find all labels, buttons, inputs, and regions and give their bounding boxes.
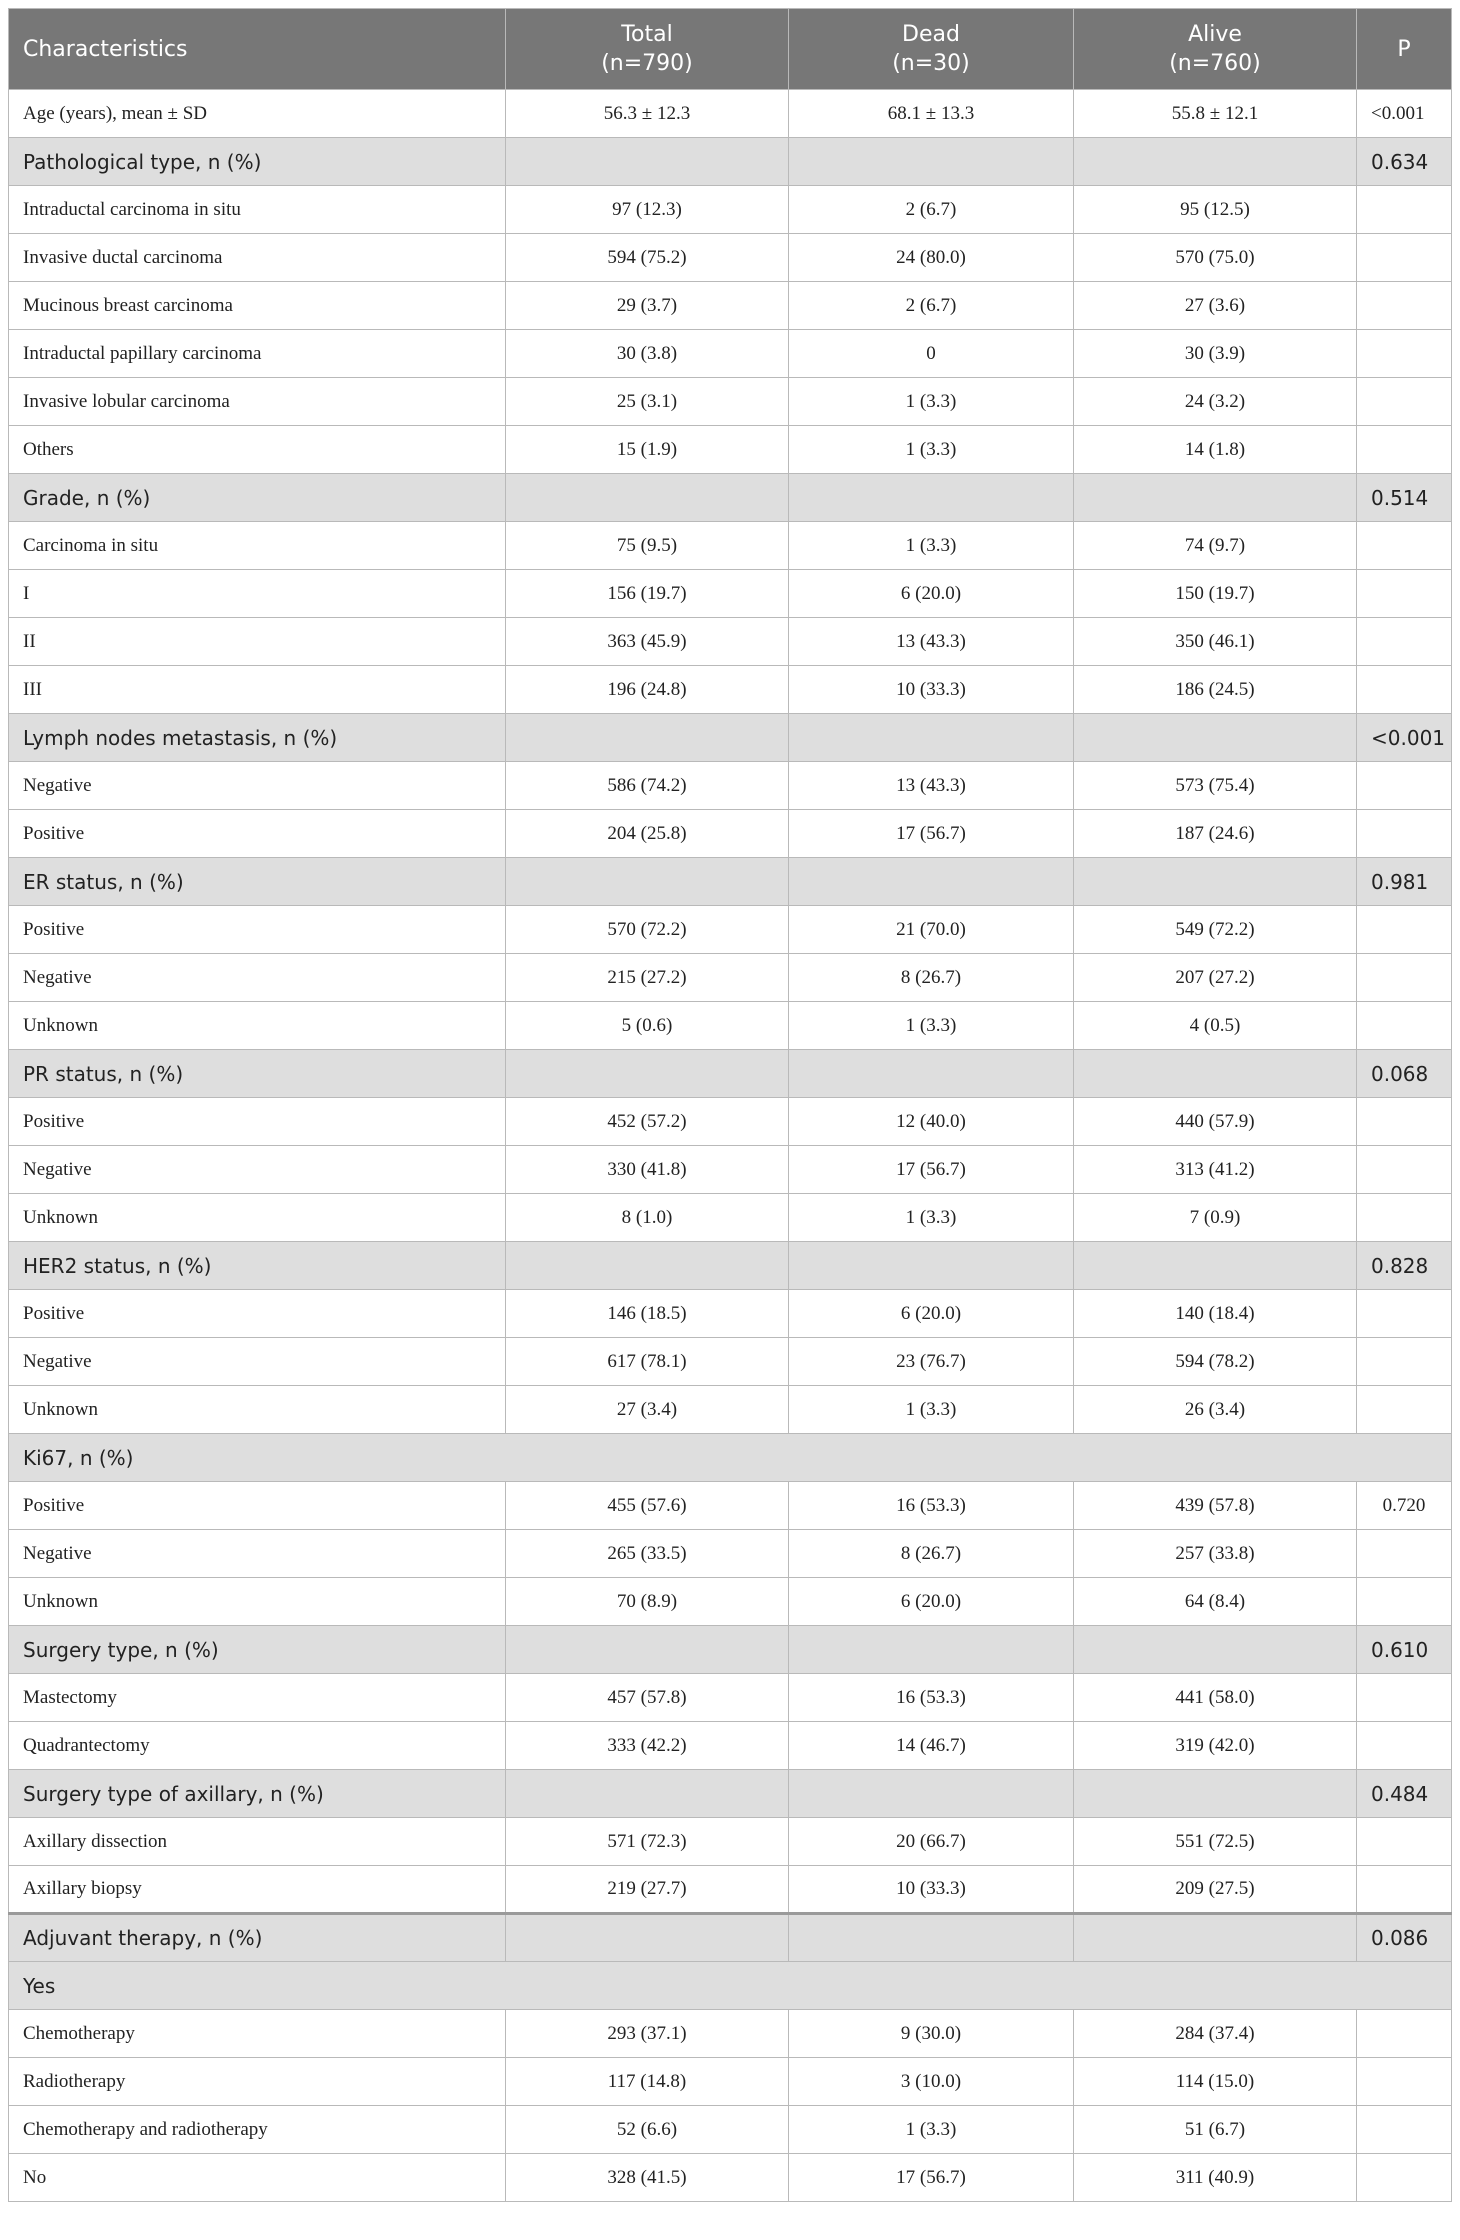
row-dead: 1 (3.3) [789, 378, 1074, 426]
table-row [9, 1338, 1452, 1386]
table-row [9, 186, 1452, 234]
row-label: Negative [9, 1338, 506, 1386]
table-row [9, 954, 1452, 1002]
row-dead: 21 (70.0) [789, 906, 1074, 954]
row-alive: 150 (19.7) [1074, 570, 1357, 618]
er-header-row [9, 858, 1452, 906]
row-label: II [9, 618, 506, 666]
table-row [9, 618, 1452, 666]
row-total: 75 (9.5) [506, 522, 789, 570]
row-total: 30 (3.8) [506, 330, 789, 378]
row-label: Radiotherapy [9, 2058, 506, 2106]
axillary-p: 0.484 [1357, 1770, 1452, 1818]
table-row [9, 666, 1452, 714]
row-dead: 3 (10.0) [789, 2058, 1074, 2106]
row-dead: 13 (43.3) [789, 618, 1074, 666]
row-alive: 24 (3.2) [1074, 378, 1357, 426]
row-alive: 207 (27.2) [1074, 954, 1357, 1002]
table-row [9, 330, 1452, 378]
her2-p: 0.828 [1357, 1242, 1452, 1290]
row-label: Intraductal papillary carcinoma [9, 330, 506, 378]
pr-header-row [9, 1050, 1452, 1098]
row-dead: 1 (3.3) [789, 2106, 1074, 2154]
her2-header-row [9, 1242, 1452, 1290]
row-alive: 186 (24.5) [1074, 666, 1357, 714]
table-row [9, 1530, 1452, 1578]
row-label: Mastectomy [9, 1674, 506, 1722]
row-total: 70 (8.9) [506, 1578, 789, 1626]
row-dead: 6 (20.0) [789, 1290, 1074, 1338]
table-row [9, 1674, 1452, 1722]
row-dead: 12 (40.0) [789, 1098, 1074, 1146]
surgery-p: 0.610 [1357, 1626, 1452, 1674]
row-label: Positive [9, 1098, 506, 1146]
row-dead: 14 (46.7) [789, 1722, 1074, 1770]
header-total-n: (n=790) [601, 51, 693, 76]
row-total: 8 (1.0) [506, 1194, 789, 1242]
grade-label: Grade, n (%) [9, 474, 506, 522]
row-dead: 10 (33.3) [789, 1866, 1074, 1914]
row-alive: 64 (8.4) [1074, 1578, 1357, 1626]
row-total: 29 (3.7) [506, 282, 789, 330]
row-total: 97 (12.3) [506, 186, 789, 234]
row-total: 219 (27.7) [506, 1866, 789, 1914]
row-label: Invasive lobular carcinoma [9, 378, 506, 426]
row-dead: 8 (26.7) [789, 1530, 1074, 1578]
table-row [9, 1098, 1452, 1146]
row-label: Positive [9, 1290, 506, 1338]
row-dead: 24 (80.0) [789, 234, 1074, 282]
row-total: 571 (72.3) [506, 1818, 789, 1866]
row-total: 204 (25.8) [506, 810, 789, 858]
table-row [9, 1002, 1452, 1050]
row-total: 15 (1.9) [506, 426, 789, 474]
adjuvant-yes-row [9, 1962, 1452, 2010]
row-total: 330 (41.8) [506, 1146, 789, 1194]
row-dead: 1 (3.3) [789, 1194, 1074, 1242]
row-label: Axillary biopsy [9, 1866, 506, 1914]
header-alive [1074, 9, 1357, 90]
row-total: 196 (24.8) [506, 666, 789, 714]
table-row [9, 1722, 1452, 1770]
row-alive: 257 (33.8) [1074, 1530, 1357, 1578]
table-row [9, 378, 1452, 426]
row-label: Unknown [9, 1578, 506, 1626]
table-row [9, 2010, 1452, 2058]
row-label: Positive [9, 810, 506, 858]
row-total: 25 (3.1) [506, 378, 789, 426]
axillary-header-row [9, 1770, 1452, 1818]
table-row [9, 282, 1452, 330]
row-alive: 30 (3.9) [1074, 330, 1357, 378]
table-row [9, 1482, 1452, 1530]
age-row [9, 90, 1452, 138]
age-p: <0.001 [1357, 90, 1452, 138]
row-total: 570 (72.2) [506, 906, 789, 954]
row-alive: 187 (24.6) [1074, 810, 1357, 858]
row-alive: 440 (57.9) [1074, 1098, 1357, 1146]
row-alive: 95 (12.5) [1074, 186, 1357, 234]
row-alive: 27 (3.6) [1074, 282, 1357, 330]
axillary-label: Surgery type of axillary, n (%) [9, 1770, 506, 1818]
row-total: 265 (33.5) [506, 1530, 789, 1578]
row-dead: 1 (3.3) [789, 1386, 1074, 1434]
row-label: Chemotherapy [9, 2010, 506, 2058]
table-row [9, 522, 1452, 570]
surgery-header-row [9, 1626, 1452, 1674]
row-label: Unknown [9, 1194, 506, 1242]
row-total: 455 (57.6) [506, 1482, 789, 1530]
grade-header-row [9, 474, 1452, 522]
row-total: 215 (27.2) [506, 954, 789, 1002]
row-dead: 6 (20.0) [789, 570, 1074, 618]
lymph-label: Lymph nodes metastasis, n (%) [9, 714, 506, 762]
row-alive: 4 (0.5) [1074, 1002, 1357, 1050]
row-alive: 74 (9.7) [1074, 522, 1357, 570]
table-row [9, 762, 1452, 810]
row-dead: 23 (76.7) [789, 1338, 1074, 1386]
adjuvant-p: 0.086 [1357, 1914, 1452, 1962]
row-label: Negative [9, 762, 506, 810]
row-dead: 16 (53.3) [789, 1674, 1074, 1722]
ki67-header-row [9, 1434, 1452, 1482]
row-dead: 20 (66.7) [789, 1818, 1074, 1866]
pathological-label: Pathological type, n (%) [9, 138, 506, 186]
pr-label: PR status, n (%) [9, 1050, 506, 1098]
pr-p: 0.068 [1357, 1050, 1452, 1098]
row-alive: 311 (40.9) [1074, 2154, 1357, 2202]
table-row [9, 1146, 1452, 1194]
row-alive: 114 (15.0) [1074, 2058, 1357, 2106]
row-dead: 17 (56.7) [789, 1146, 1074, 1194]
row-dead: 1 (3.3) [789, 522, 1074, 570]
row-alive: 14 (1.8) [1074, 426, 1357, 474]
row-label: III [9, 666, 506, 714]
header-dead-n: (n=30) [892, 51, 970, 76]
row-dead: 9 (30.0) [789, 2010, 1074, 2058]
header-alive-label: Alive [1188, 22, 1242, 47]
her2-label: HER2 status, n (%) [9, 1242, 506, 1290]
row-total: 333 (42.2) [506, 1722, 789, 1770]
row-dead: 1 (3.3) [789, 1002, 1074, 1050]
row-total: 117 (14.8) [506, 2058, 789, 2106]
row-label: Negative [9, 1146, 506, 1194]
grade-p: 0.514 [1357, 474, 1452, 522]
row-label: I [9, 570, 506, 618]
row-dead: 17 (56.7) [789, 2154, 1074, 2202]
age-label: Age (years), mean ± SD [9, 90, 506, 138]
lymph-header-row [9, 714, 1452, 762]
adjuvant-yes-label: Yes [9, 1962, 1452, 2010]
row-alive: 26 (3.4) [1074, 1386, 1357, 1434]
row-alive: 209 (27.5) [1074, 1866, 1357, 1914]
header-dead-label: Dead [902, 22, 960, 47]
row-dead: 8 (26.7) [789, 954, 1074, 1002]
table-row [9, 810, 1452, 858]
row-dead: 2 (6.7) [789, 186, 1074, 234]
row-label: Positive [9, 1482, 506, 1530]
row-dead: 13 (43.3) [789, 762, 1074, 810]
row-label: Carcinoma in situ [9, 522, 506, 570]
header-total [506, 9, 789, 90]
er-p: 0.981 [1357, 858, 1452, 906]
row-dead: 0 [789, 330, 1074, 378]
pathological-p: 0.634 [1357, 138, 1452, 186]
row-label: Unknown [9, 1002, 506, 1050]
row-alive: 284 (37.4) [1074, 2010, 1357, 2058]
er-label: ER status, n (%) [9, 858, 506, 906]
row-alive: 570 (75.0) [1074, 234, 1357, 282]
row-total: 457 (57.8) [506, 1674, 789, 1722]
table-row [9, 570, 1452, 618]
row-total: 52 (6.6) [506, 2106, 789, 2154]
characteristics-table [8, 8, 1452, 2202]
row-total: 5 (0.6) [506, 1002, 789, 1050]
row-label: Axillary dissection [9, 1818, 506, 1866]
row-total: 328 (41.5) [506, 2154, 789, 2202]
row-dead: 1 (3.3) [789, 426, 1074, 474]
table-row [9, 234, 1452, 282]
table-row [9, 1290, 1452, 1338]
row-total: 27 (3.4) [506, 1386, 789, 1434]
row-alive: 439 (57.8) [1074, 1482, 1357, 1530]
row-label: Invasive ductal carcinoma [9, 234, 506, 282]
ki67-label: Ki67, n (%) [9, 1434, 1452, 1482]
row-total: 452 (57.2) [506, 1098, 789, 1146]
row-alive: 140 (18.4) [1074, 1290, 1357, 1338]
row-alive: 594 (78.2) [1074, 1338, 1357, 1386]
row-alive: 7 (0.9) [1074, 1194, 1357, 1242]
row-total: 293 (37.1) [506, 2010, 789, 2058]
table-row [9, 2106, 1452, 2154]
row-label: Quadrantectomy [9, 1722, 506, 1770]
header-row [9, 9, 1452, 90]
row-alive: 573 (75.4) [1074, 762, 1357, 810]
header-dead [789, 9, 1074, 90]
table-row [9, 906, 1452, 954]
row-total: 594 (75.2) [506, 234, 789, 282]
row-alive: 319 (42.0) [1074, 1722, 1357, 1770]
header-characteristics: Characteristics [9, 9, 506, 90]
row-label: Chemotherapy and radiotherapy [9, 2106, 506, 2154]
table-row [9, 2058, 1452, 2106]
row-alive: 313 (41.2) [1074, 1146, 1357, 1194]
age-total: 56.3 ± 12.3 [506, 90, 789, 138]
table-row [9, 2154, 1452, 2202]
row-alive: 51 (6.7) [1074, 2106, 1357, 2154]
row-label: Negative [9, 954, 506, 1002]
surgery-label: Surgery type, n (%) [9, 1626, 506, 1674]
table-row [9, 1194, 1452, 1242]
lymph-p: <0.001 [1357, 714, 1452, 762]
row-dead: 17 (56.7) [789, 810, 1074, 858]
table-row [9, 1818, 1452, 1866]
row-alive: 441 (58.0) [1074, 1674, 1357, 1722]
row-label: Intraductal carcinoma in situ [9, 186, 506, 234]
row-dead: 2 (6.7) [789, 282, 1074, 330]
adjuvant-label: Adjuvant therapy, n (%) [9, 1914, 506, 1962]
header-p: P [1357, 9, 1452, 90]
row-label: No [9, 2154, 506, 2202]
ki67-p: 0.720 [1357, 1482, 1452, 1530]
header-total-label: Total [621, 22, 673, 47]
table-row [9, 1578, 1452, 1626]
row-label: Mucinous breast carcinoma [9, 282, 506, 330]
age-alive: 55.8 ± 12.1 [1074, 90, 1357, 138]
pathological-header-row [9, 138, 1452, 186]
row-total: 146 (18.5) [506, 1290, 789, 1338]
header-alive-n: (n=760) [1169, 51, 1261, 76]
row-dead: 16 (53.3) [789, 1482, 1074, 1530]
adjuvant-header-row [9, 1914, 1452, 1962]
row-total: 617 (78.1) [506, 1338, 789, 1386]
row-label: Unknown [9, 1386, 506, 1434]
table-row [9, 1866, 1452, 1914]
row-total: 156 (19.7) [506, 570, 789, 618]
row-label: Positive [9, 906, 506, 954]
row-alive: 549 (72.2) [1074, 906, 1357, 954]
row-dead: 10 (33.3) [789, 666, 1074, 714]
table-row [9, 426, 1452, 474]
row-label: Others [9, 426, 506, 474]
row-total: 586 (74.2) [506, 762, 789, 810]
row-alive: 551 (72.5) [1074, 1818, 1357, 1866]
row-total: 363 (45.9) [506, 618, 789, 666]
row-dead: 6 (20.0) [789, 1578, 1074, 1626]
row-label: Negative [9, 1530, 506, 1578]
table-row [9, 1386, 1452, 1434]
row-alive: 350 (46.1) [1074, 618, 1357, 666]
age-dead: 68.1 ± 13.3 [789, 90, 1074, 138]
